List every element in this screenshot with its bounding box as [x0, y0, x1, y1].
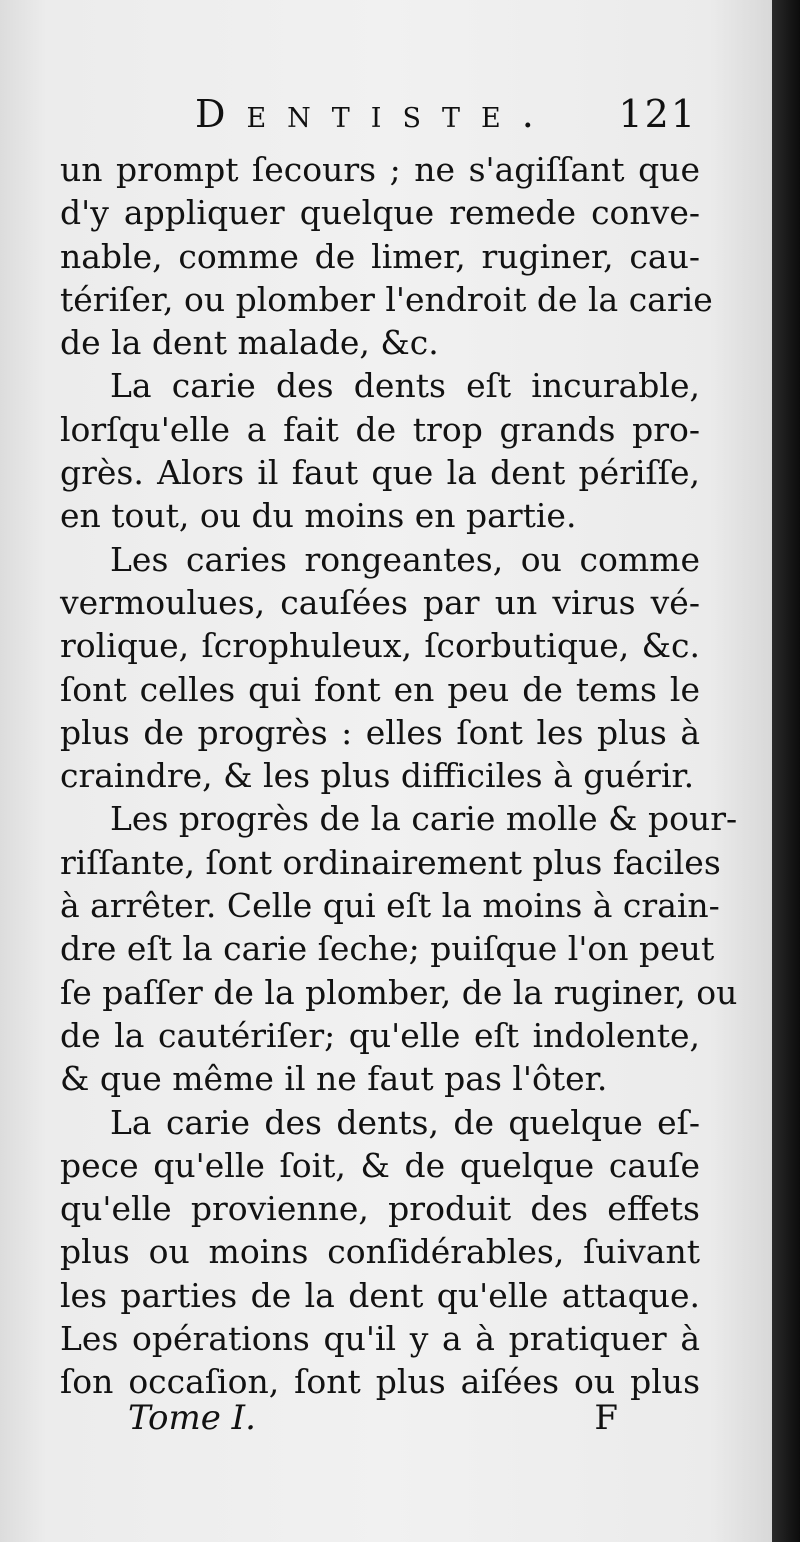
text-line: pece qu'elle ſoit, & de quelque cauſe — [60, 1145, 700, 1185]
text-line: grès. Alors il faut que la dent périſſe, — [60, 453, 700, 493]
text-line: Les opérations qu'il y a à pratiquer à — [60, 1319, 700, 1359]
gathering-signature: F — [594, 1398, 618, 1438]
text-line: riſſante, ſont ordinairement plus faciles — [60, 842, 721, 882]
text-line: de la dent malade, &c. — [60, 323, 439, 363]
paragraph-start-line: Les progrès de la carie molle & pour- — [110, 799, 738, 839]
text-line: rolique, ſcrophuleux, ſcorbutique, &c. — [60, 626, 700, 666]
text-line: les parties de la dent qu'elle attaque. — [60, 1275, 700, 1315]
paragraph-start-line: La carie des dents, de quelque eſ- — [110, 1102, 700, 1142]
page-footer — [128, 1398, 618, 1442]
text-line: d'y appliquer quelque remede conve- — [60, 193, 700, 233]
text-line: qu'elle provienne, produit des effets — [60, 1189, 700, 1229]
text-line: tériſer, ou plomber l'endroit de la carie — [60, 279, 713, 319]
page-number: 121 — [618, 92, 697, 136]
book-spine-shadow — [772, 0, 800, 1542]
paragraph-start-line: La carie des dents eſt incurable, — [110, 366, 700, 406]
text-line: dre eſt la carie ſeche; puiſque l'on peut — [60, 929, 715, 969]
text-line: & que même il ne faut pas l'ôter. — [60, 1059, 608, 1099]
volume-signature: Tome I. — [128, 1398, 256, 1438]
text-line: en tout, ou du moins en partie. — [60, 496, 577, 536]
text-line: ſont celles qui font en peu de tems le — [60, 669, 700, 709]
text-line: plus ou moins conſidérables, ſuivant — [60, 1232, 700, 1272]
paragraph-start-line: Les caries rongeantes, ou comme — [110, 539, 700, 579]
text-line: vermoulues, cauſées par un virus vé- — [60, 582, 700, 622]
text-line: ſon occaſion, ſont plus aiſées ou plus — [60, 1362, 700, 1402]
text-line: à arrêter. Celle qui eſt la moins à crain- — [60, 886, 720, 926]
text-line: plus de progrès : elles ſont les plus à — [60, 712, 700, 752]
text-line: craindre, & les plus difficiles à guérir. — [60, 756, 695, 796]
text-line: un prompt ſecours ; ne s'agiſſant que — [60, 150, 700, 189]
running-head — [195, 92, 715, 142]
body-text — [60, 148, 738, 1404]
text-line: lorſqu'elle a fait de trop grands pro- — [60, 409, 700, 449]
running-title: Dentiste. — [195, 92, 555, 136]
text-line: de la cautériſer; qu'elle eſt indolente, — [60, 1015, 700, 1055]
text-line: nable, comme de limer, ruginer, cau- — [60, 236, 700, 276]
text-line: ſe paſſer de la plomber, de la ruginer, ou — [60, 972, 738, 1012]
